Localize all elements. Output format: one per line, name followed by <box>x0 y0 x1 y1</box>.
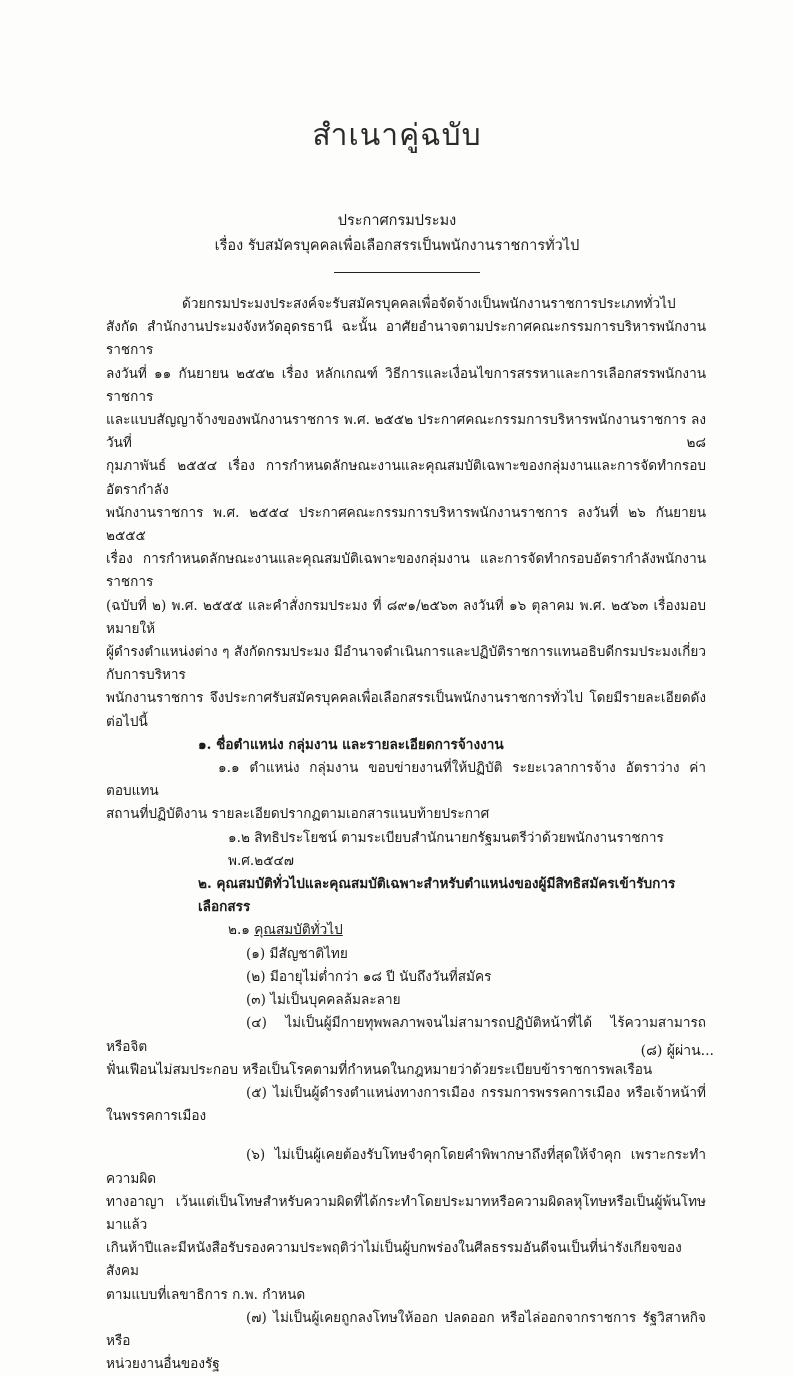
qualification-6-cont: ตามแบบที่เลขาธิการ ก.พ. กำหนด <box>106 1286 306 1303</box>
intro-line: ด้วยกรมประมงประสงค์จะรับสมัครบุคคลเพื่อจัดจ้างเป็นพนักงานราชการประเภททั่วไป <box>182 296 676 312</box>
intro-line: พนักงานราชการ จึงประกาศรับสมัครบุคคลเพื่อเลือกสรรเป็นพนักงานราชการทั่วไป โดยมีรายละเอียดดังต่อไปนี้ <box>106 690 706 730</box>
qualification-7-cont: หน่วยงานอื่นของรัฐ <box>106 1356 220 1373</box>
qualification-5: (๕) ไม่เป็นผู้ดำรงตำแหน่งทางการเมือง กรรมการพรรคการเมือง หรือเจ้าหน้าที่ <box>246 1084 706 1101</box>
item-1-2: ๑.๒ สิทธิประโยชน์ ตามระเบียบสำนักนายกรัฐมนตรีว่าด้วยพนักงานราชการ พ.ศ.๒๕๔๗ <box>228 829 664 869</box>
intro-line: ลงวันที่ ๑๑ กันยายน ๒๕๕๒ เรื่อง หลักเกณฑ์ วิธีการและเงื่อนไขการสรรหาและการเลือกสรรพนักงานราชการ <box>106 365 706 405</box>
intro-line: สังกัด สำนักงานประมงจังหวัดอุดรธานี ฉะนั้น อาศัยอำนาจตามประกาศคณะกรรมการบริหารพนักงานราชการ <box>106 319 706 359</box>
intro-line: และแบบสัญญาจ้างของพนักงานราชการ พ.ศ. ๒๕๕๒ ประกาศคณะกรรมการบริหารพนักงานราชการ ลงวันที่ ๒๘ <box>106 412 706 452</box>
announcement-org: ประกาศกรมประมง <box>337 213 457 229</box>
item-2-1-number: ๒.๑ <box>228 922 250 939</box>
document-body <box>106 293 706 1376</box>
intro-line: กุมภาพันธ์ ๒๕๕๔ เรื่อง การกำหนดลักษณะงานและคุณสมบัติเฉพาะของกลุ่มงานและการจัดทำกรอบอัตรากำลัง <box>106 458 706 498</box>
qualification-4: (๔) ไม่เป็นผู้มีกายทุพพลภาพจนไม่สามารถปฏิบัติหน้าที่ได้ ไร้ความสามารถ หรือจิต <box>106 1015 706 1055</box>
qualification-6-cont: ทางอาญา เว้นแต่เป็นโทษสำหรับความผิดที่ได้กระทำโดยประมาทหรือความผิดลหุโทษหรือเป็นผู้พ้นโทษมาแล้ว <box>106 1193 706 1233</box>
qualification-6-cont: เกินห้าปีและมีหนังสือรับรองความประพฤติว่าไม่เป็นผู้บกพร่องในศีลธรรมอันดีจนเป็นที่น่ารังเกียจของสังคม <box>106 1240 682 1280</box>
qualification-3: (๓) ไม่เป็นบุคคลล้มละลาย <box>246 992 401 1009</box>
intro-line: เรื่อง การกำหนดลักษณะงานและคุณสมบัติเฉพาะของกลุ่มงาน และการจัดทำกรอบอัตรากำลังพนักงานราชการ <box>106 551 706 591</box>
qualification-2: (๒) มีอายุไม่ต่ำกว่า ๑๘ ปี นับถึงวันที่สมัคร <box>246 968 492 985</box>
intro-line: พนักงานราชการ พ.ศ. ๒๕๕๔ ประกาศคณะกรรมการบริหารพนักงานราชการ ลงวันที่ ๒๖ กันยายน ๒๕๕๕ <box>106 504 706 545</box>
qualification-5-cont: ในพรรคการเมือง <box>106 1108 207 1125</box>
qualification-4-cont: ฟั่นเฟือนไม่สมประกอบ หรือเป็นโรคตามที่กำหนดในกฎหมายว่าด้วยระเบียบข้าราชการพลเรือน <box>106 1061 653 1078</box>
item-1-1-cont: สถานที่ปฏิบัติงาน รายละเอียดปรากฏตามเอกสารแนบท้ายประกาศ <box>106 806 490 823</box>
qualification-1: (๑) มีสัญชาติไทย <box>246 945 348 962</box>
item-2-1 <box>106 919 706 942</box>
item-2-1-title: คุณสมบัติทั่วไป <box>254 922 343 939</box>
section-2-heading: ๒. คุณสมบัติทั่วไปและคุณสมบัติเฉพาะสำหรับตำแหน่งของผู้มีสิทธิสมัครเข้ารับการเลือกสรร <box>198 876 676 916</box>
intro-line: ผู้ดำรงตำแหน่งต่าง ๆ สังกัดกรมประมง มีอำนาจดำเนินการและปฏิบัติราชการแทนอธิบดีกรมประมงเกี่ยวกับการบริหาร <box>106 644 706 684</box>
continuation-marker: (๘) ผู้ผ่าน... <box>640 1043 714 1059</box>
qualification-7: (๗) ไม่เป็นผู้เคยถูกลงโทษให้ออก ปลดออก หรือไล่ออกจากราชการ รัฐวิสาหกิจ หรือ <box>106 1309 706 1349</box>
qualification-6: (๖) ไม่เป็นผู้เคยต้องรับโทษจำคุกโดยคำพิพากษาถึงที่สุดให้จำคุก เพราะกระทำความผิด <box>106 1147 706 1187</box>
copy-stamp-title: สำเนาคู่ฉบับ <box>312 118 482 153</box>
header-divider <box>334 272 480 273</box>
announcement-subject: เรื่อง รับสมัครบุคคลเพื่อเลือกสรรเป็นพนักงานราชการทั่วไป <box>214 238 580 254</box>
item-1-1: ๑.๑ ตำแหน่ง กลุ่มงาน ขอบข่ายงานที่ให้ปฏิบัติ ระยะเวลาการจ้าง อัตราว่าง ค่าตอบแทน <box>106 760 706 800</box>
intro-line: (ฉบับที่ ๒) พ.ศ. ๒๕๕๕ และคำสั่งกรมประมง ที่ ๘๙๑/๒๕๖๓ ลงวันที่ ๑๖ ตุลาคม พ.ศ. ๒๕๖๓ เรื่องมอบหมายให้ <box>106 597 706 637</box>
section-1-heading: ๑. ชื่อตำแหน่ง กลุ่มงาน และรายละเอียดการจ้างงาน <box>198 736 504 753</box>
